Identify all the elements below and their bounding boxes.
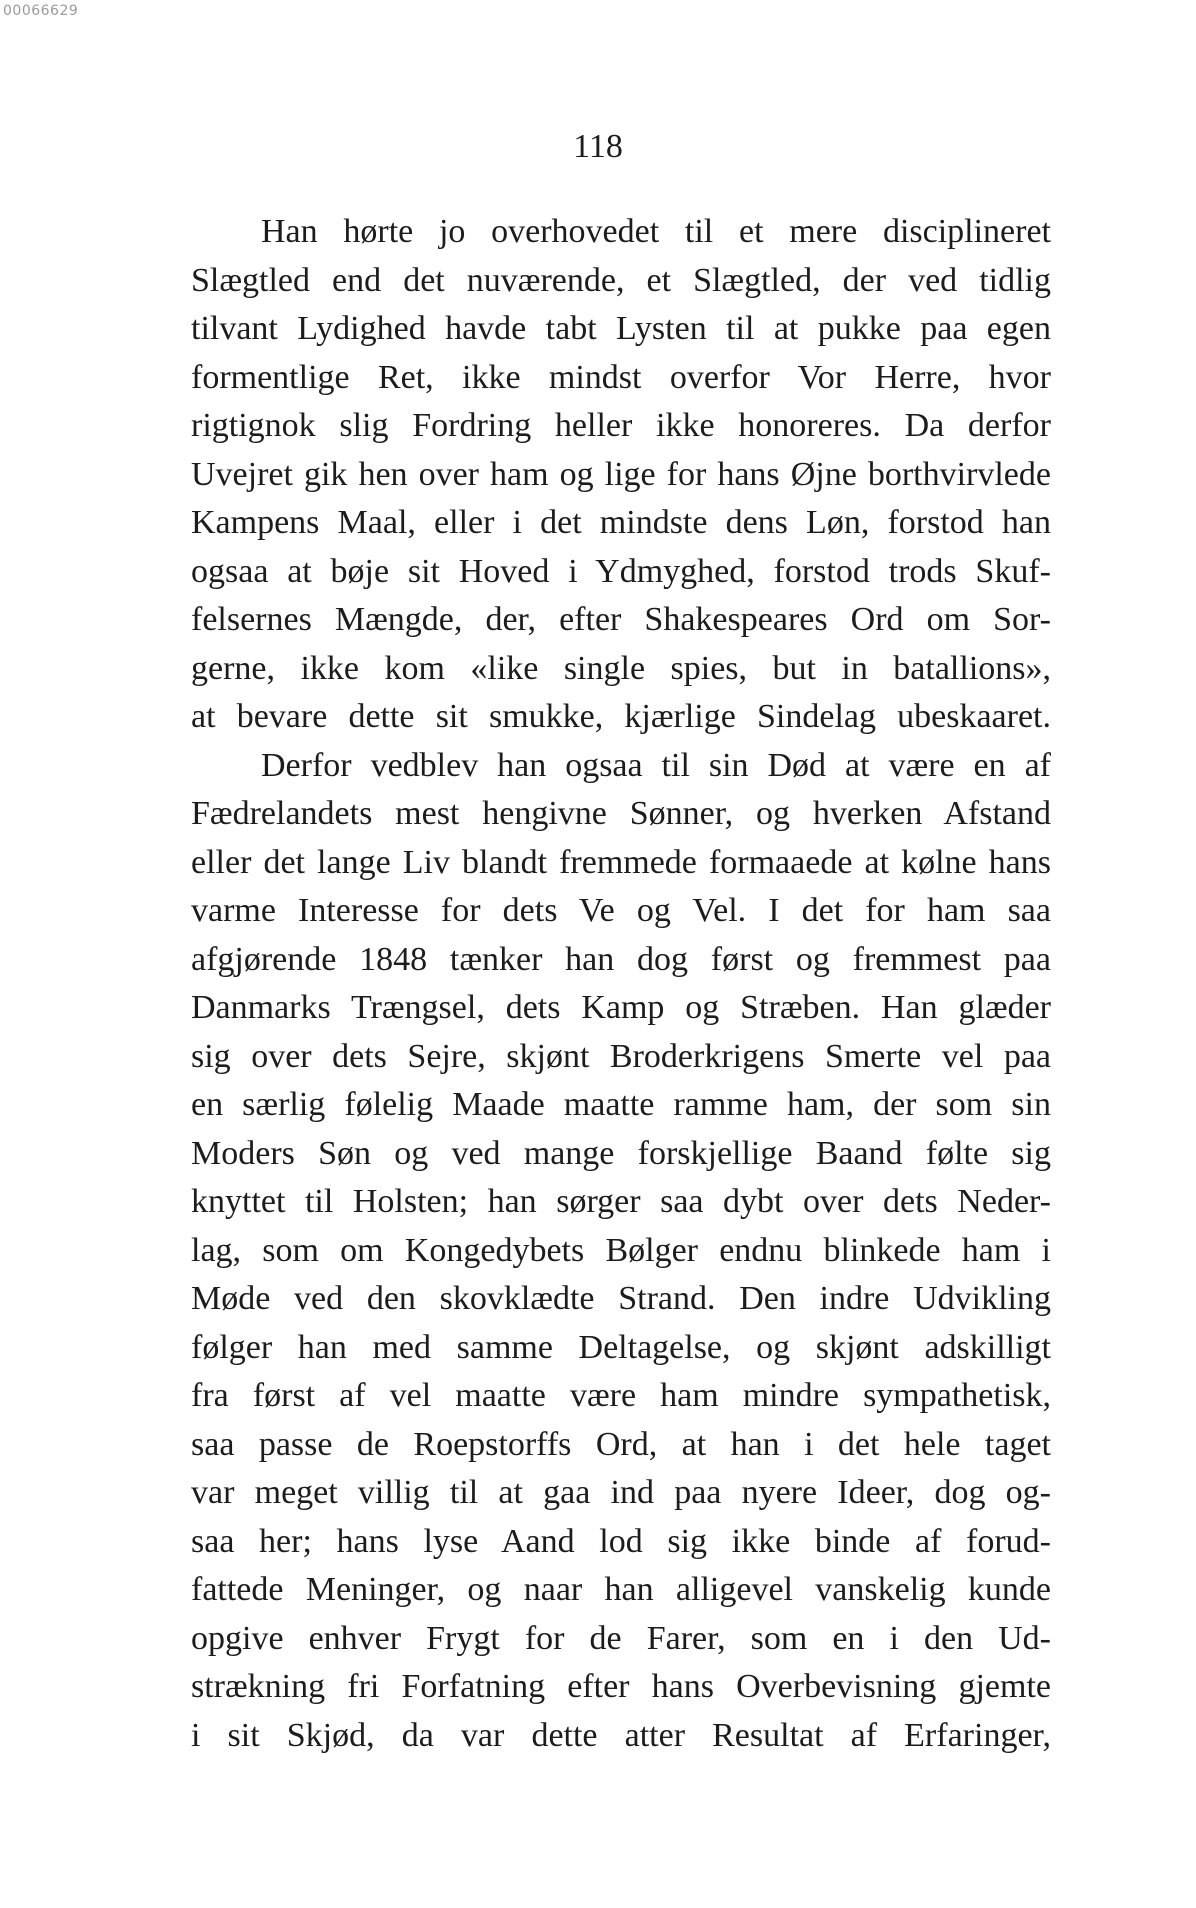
text-line: rigtignok slig Fordring heller ikke honoreres. Da derfor bbox=[191, 407, 1051, 444]
text-line: lag, som om Kongedybets Bølger endnu blinkede ham i bbox=[191, 1231, 1051, 1269]
text-line: Han hørte jo overhovedet til et mere disciplineret bbox=[261, 213, 1051, 250]
text-line: formentlige Ret, ikke mindst overfor Vor Herre, hvor bbox=[191, 358, 1051, 396]
text-line: Uvejret gik hen over ham og lige for hans Øjne borthvirvlede bbox=[191, 455, 1051, 493]
text-line: en særlig følelig Maade maatte ramme ham, der som sin bbox=[191, 1086, 1051, 1123]
text-line: Derfor vedblev han ogsaa til sin Død at være en af bbox=[261, 746, 1051, 784]
text-line: Moders Søn og ved mange forskjellige Baand følte sig bbox=[191, 1134, 1051, 1172]
text-line: varme Interesse for dets Ve og Vel. I det for ham saa bbox=[191, 892, 1051, 929]
text-line: tilvant Lydighed havde tabt Lysten til at pukke paa egen bbox=[191, 310, 1051, 347]
text-line: følger han med samme Deltagelse, og skjønt adskilligt bbox=[191, 1328, 1051, 1366]
text-line: fattede Meninger, og naar han alligevel vanskelig kunde bbox=[191, 1571, 1051, 1608]
text-line: Kampens Maal, eller i det mindste dens Løn, forstod han bbox=[191, 504, 1051, 541]
page-number: 118 bbox=[573, 128, 623, 165]
text-line: felsernes Mængde, der, efter Shakespeares Ord om Sor- bbox=[191, 601, 1051, 638]
text-line: afgjørende 1848 tænker han dog først og fremmest paa bbox=[191, 940, 1051, 978]
text-line: opgive enhver Frygt for de Farer, som en i den Ud- bbox=[191, 1619, 1051, 1657]
text-line: Danmarks Trængsel, dets Kamp og Stræben. Han glæder bbox=[191, 989, 1051, 1026]
text-line: Møde ved den skovklædte Strand. Den indre Udvikling bbox=[191, 1280, 1051, 1317]
text-line: saa her; hans lyse Aand lod sig ikke binde af forud- bbox=[191, 1522, 1051, 1560]
text-line: knyttet til Holsten; han sørger saa dybt over dets Neder- bbox=[191, 1183, 1051, 1220]
text-line: at bevare dette sit smukke, kjærlige Sindelag ubeskaaret. bbox=[191, 698, 1051, 735]
scan-id-label: 00066629 bbox=[3, 3, 79, 19]
text-line: eller det lange Liv blandt fremmede formaaede at kølne hans bbox=[191, 843, 1051, 881]
text-line: fra først af vel maatte være ham mindre sympathetisk, bbox=[191, 1377, 1051, 1414]
text-line: sig over dets Sejre, skjønt Broderkrigens Smerte vel paa bbox=[191, 1037, 1051, 1075]
body-text bbox=[191, 208, 1051, 1760]
text-line: i sit Skjød, da var dette atter Resultat af Erfaringer, bbox=[191, 1716, 1051, 1754]
text-line: Slægtled end det nuværende, et Slægtled, der ved tidlig bbox=[191, 261, 1051, 299]
text-line: gerne, ikke kom «like single spies, but in batallions», bbox=[191, 649, 1051, 687]
text-line: saa passe de Roepstorffs Ord, at han i det hele taget bbox=[191, 1425, 1051, 1463]
text-line: var meget villig til at gaa ind paa nyere Ideer, dog og- bbox=[191, 1474, 1051, 1511]
text-line: ogsaa at bøje sit Hoved i Ydmyghed, forstod trods Skuf- bbox=[191, 552, 1051, 590]
text-line: strækning fri Forfatning efter hans Overbevisning gjemte bbox=[191, 1668, 1051, 1705]
text-line: Fædrelandets mest hengivne Sønner, og hverken Afstand bbox=[191, 795, 1051, 832]
